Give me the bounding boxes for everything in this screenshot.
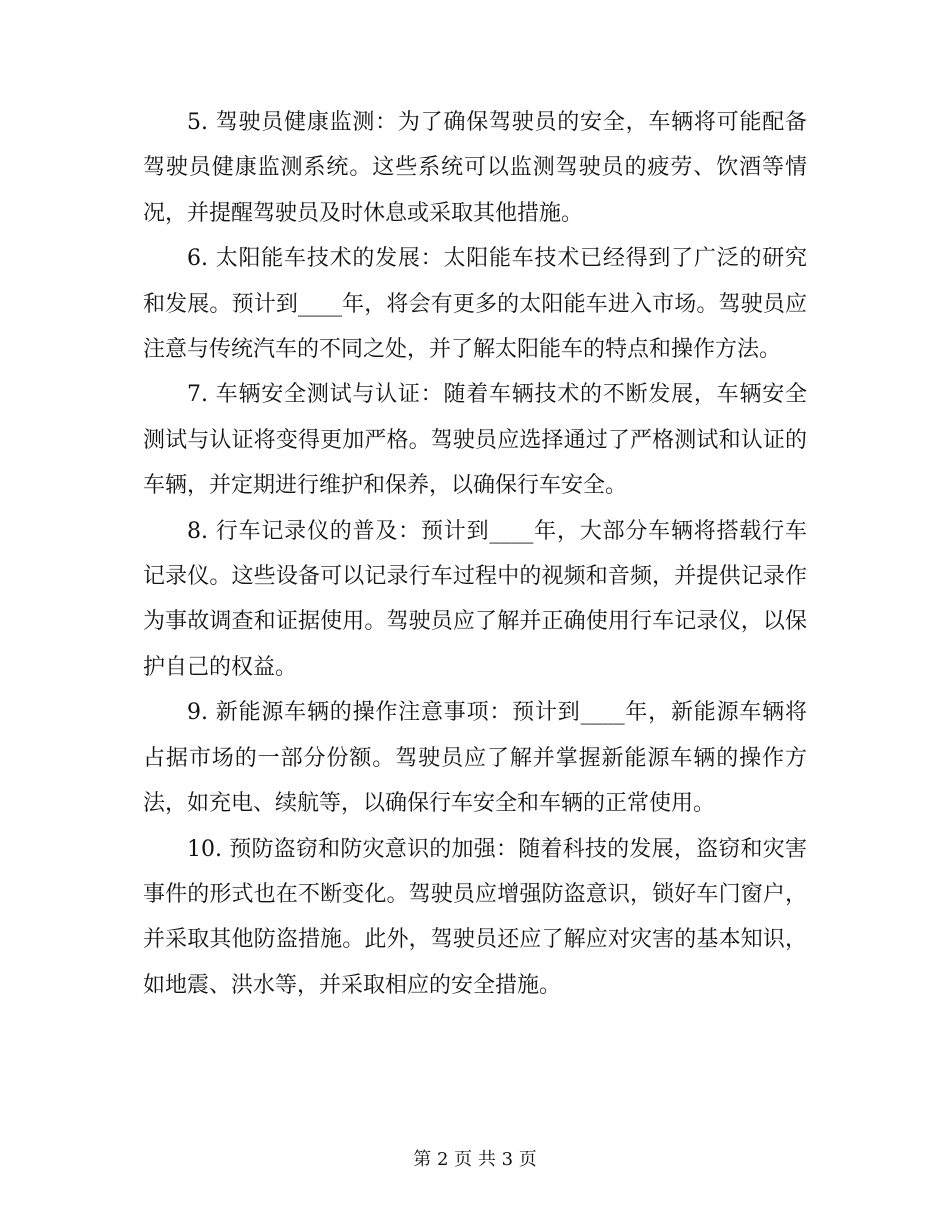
document-body: [143, 100, 807, 1008]
paragraph-item-7: 7. 车辆安全测试与认证：随着车辆技术的不断发展，车辆安全测试与认证将变得更加严格。驾驶员应选择通过了严格测试和认证的车辆，并定期进行维护和保养，以确保行车安全。: [143, 382, 807, 499]
paragraph-item-10: 10. 预防盗窃和防灾意识的加强：随着科技的发展，盗窃和灾害事件的形式也在不断变化。驾驶员应增强防盗意识，锁好车门窗户，并采取其他防盗措施。此外，驾驶员还应了解应对灾害的基本知识，如地震、洪水等，并采取相应的安全措施。: [143, 836, 807, 998]
paragraph-item-5: 5. 驾驶员健康监测：为了确保驾驶员的安全，车辆将可能配备驾驶员健康监测系统。这些系统可以监测驾驶员的疲劳、饮酒等情况，并提醒驾驶员及时休息或采取其他措施。: [143, 110, 807, 226]
paragraph-item-9: 9. 新能源车辆的操作注意事项：预计到____年，新能源车辆将占据市场的一部分份额。驾驶员应了解并掌握新能源车辆的操作方法，如充电、续航等，以确保行车安全和车辆的正常使用。: [143, 700, 807, 817]
paragraph-item-6: 6. 太阳能车技术的发展：太阳能车技术已经得到了广泛的研究和发展。预计到____年，将会有更多的太阳能车进入市场。驾驶员应注意与传统汽车的不同之处，并了解太阳能车的特点和操作方法。: [143, 246, 807, 363]
page-number-footer: 第 2 页 共 3 页: [413, 1149, 537, 1170]
paragraph-item-8: 8. 行车记录仪的普及：预计到____年，大部分车辆将搭载行车记录仪。这些设备可以记录行车过程中的视频和音频，并提供记录作为事故调查和证据使用。驾驶员应了解并正确使用行车记录仪，以保护自己的权益。: [143, 518, 807, 680]
